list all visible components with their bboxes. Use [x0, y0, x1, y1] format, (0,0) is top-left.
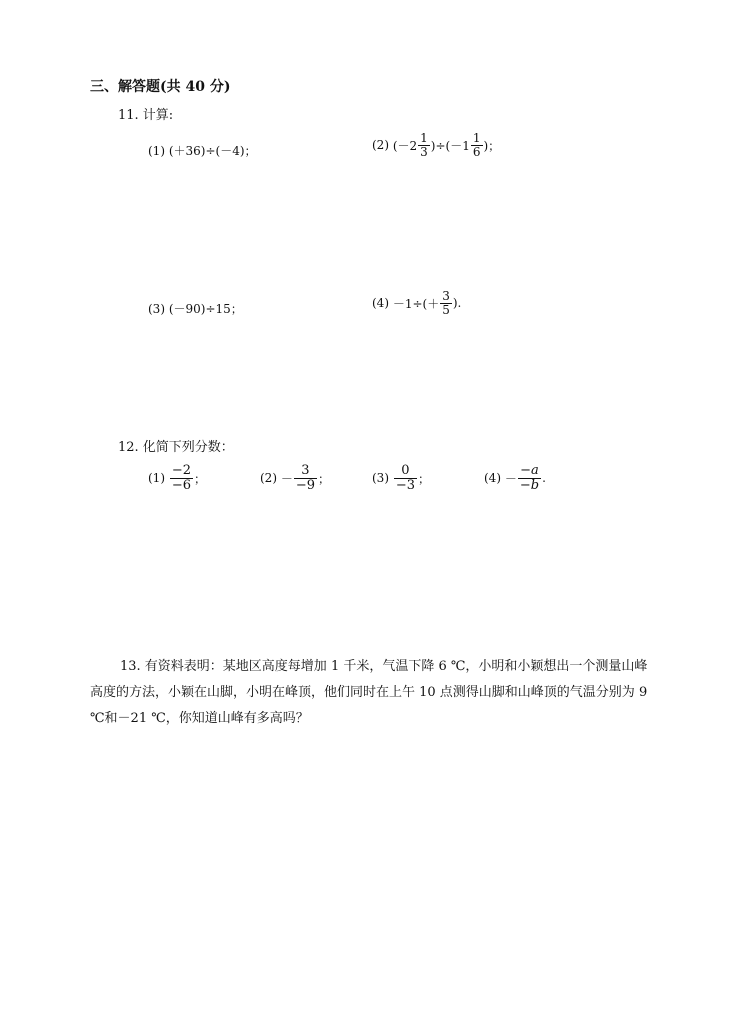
section-title: 三、解答题(共 40 分) — [90, 79, 231, 95]
q11-part-1 — [148, 142, 257, 159]
q12-part-1-index: (1) — [148, 471, 165, 486]
q11-part-3-expression: (－90)÷15； — [168, 302, 243, 316]
q12-part-1 — [148, 464, 206, 492]
question-12-label: 12. 化简下列分数： — [118, 440, 234, 455]
question-11-label: 11. 计算: — [118, 108, 174, 123]
fraction-denominator: 6 — [472, 144, 481, 159]
q12-part-1-fraction — [170, 464, 193, 492]
q11-part-4-fraction — [440, 290, 452, 316]
q11-part-2-mid: )÷(－1 — [430, 138, 470, 153]
q12-part-1-post: ； — [194, 471, 207, 486]
q12-part-4-index: (4) — [484, 471, 501, 486]
fraction-numerator: 1 — [420, 131, 428, 145]
q11-part-1-expression: (＋36)÷(－4)； — [168, 144, 257, 158]
q11-part-4-index: (4) — [372, 296, 389, 311]
q12-part-3-fraction — [394, 464, 417, 492]
q11-part-4-post: ). — [452, 296, 462, 311]
fraction-denominator: 3 — [420, 144, 428, 159]
q12-part-4-fraction — [518, 464, 541, 492]
q11-part-2-index: (2) — [372, 138, 389, 153]
fraction-denominator: −b — [519, 477, 540, 493]
q11-part-2-post: )； — [483, 138, 501, 153]
q11-part-4-pre: －1÷(＋ — [392, 296, 440, 311]
fraction-denominator: −6 — [171, 477, 191, 493]
q12-part-4-sign: － — [504, 471, 517, 486]
q11-part-2-fraction-2 — [471, 132, 483, 158]
q11-part-2 — [372, 132, 500, 158]
q12-part-2-fraction — [294, 464, 317, 492]
q11-part-3 — [148, 300, 243, 317]
fraction-denominator: −3 — [395, 477, 415, 493]
fraction-numerator: 3 — [442, 289, 450, 303]
q12-part-3-index: (3) — [372, 471, 389, 486]
q12-part-2-post: ； — [318, 471, 331, 486]
q12-part-4 — [484, 464, 546, 492]
q11-part-2-fraction-1 — [418, 132, 430, 158]
fraction-numerator: −a — [520, 463, 539, 478]
q12-part-2 — [260, 464, 330, 492]
q11-part-2-pre: (－2 — [392, 138, 418, 153]
q12-part-3-post: ； — [418, 471, 431, 486]
fraction-numerator: 3 — [301, 463, 310, 478]
q12-part-2-index: (2) — [260, 471, 277, 486]
q12-part-3 — [372, 464, 430, 492]
q11-part-1-index: (1) — [148, 143, 165, 158]
q12-part-4-post: . — [542, 471, 546, 486]
fraction-numerator: 0 — [401, 463, 410, 478]
q11-part-3-index: (3) — [148, 301, 165, 316]
fraction-denominator: −9 — [295, 477, 316, 493]
question-13-text: 13. 有资料表明：某地区高度每增加 1 千米，气温下降 6 ℃，小明和小颖想出一个测量山峰高度的方法，小颖在山脚，小明在峰顶，他们同时在上午 10 点测得山脚和山峰顶的气温分别为 9 ℃和－21 ℃，你知道山峰有多高吗？ — [90, 659, 648, 726]
fraction-numerator: 1 — [472, 131, 481, 145]
q12-part-2-sign: － — [280, 471, 293, 486]
q11-part-4 — [372, 290, 461, 316]
fraction-denominator: 5 — [442, 302, 450, 317]
fraction-numerator: −2 — [171, 463, 191, 478]
